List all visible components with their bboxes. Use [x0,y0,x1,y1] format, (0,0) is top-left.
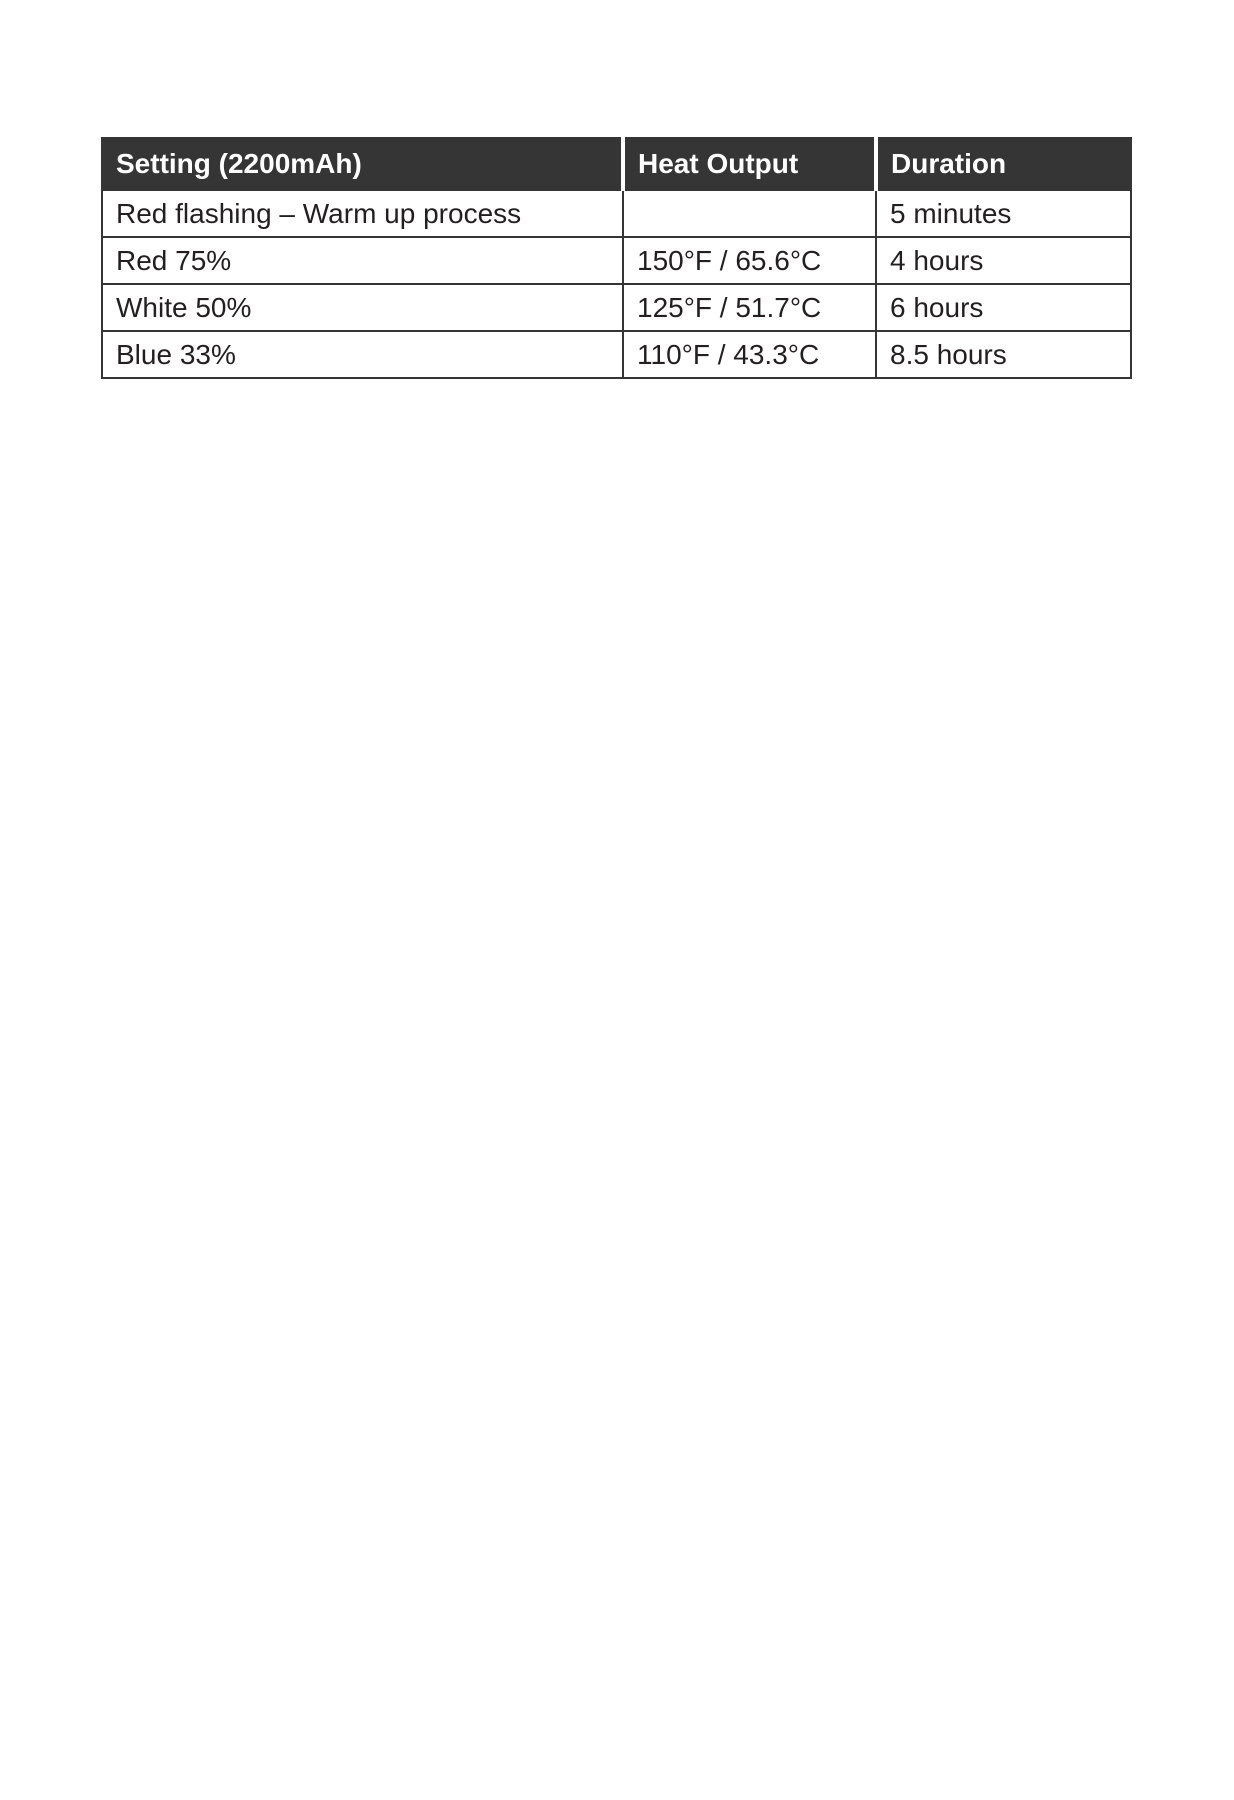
cell-duration: 6 hours [876,284,1131,331]
cell-setting: Red 75% [102,237,623,284]
cell-heat-output: 110°F / 43.3°C [623,331,876,378]
cell-heat-output: 150°F / 65.6°C [623,237,876,284]
header-duration: Duration [876,138,1131,190]
table-row [102,284,1131,331]
cell-setting: Red flashing – Warm up process [102,190,623,237]
cell-heat-output [623,190,876,237]
table-row [102,331,1131,378]
cell-setting: White 50% [102,284,623,331]
heat-settings-table [101,137,1132,379]
cell-duration: 4 hours [876,237,1131,284]
cell-duration: 8.5 hours [876,331,1131,378]
cell-heat-output: 125°F / 51.7°C [623,284,876,331]
table-row [102,190,1131,237]
table-header-row [102,138,1131,190]
table-row [102,237,1131,284]
cell-setting: Blue 33% [102,331,623,378]
header-setting: Setting (2200mAh) [102,138,623,190]
cell-duration: 5 minutes [876,190,1131,237]
header-heat-output: Heat Output [623,138,876,190]
